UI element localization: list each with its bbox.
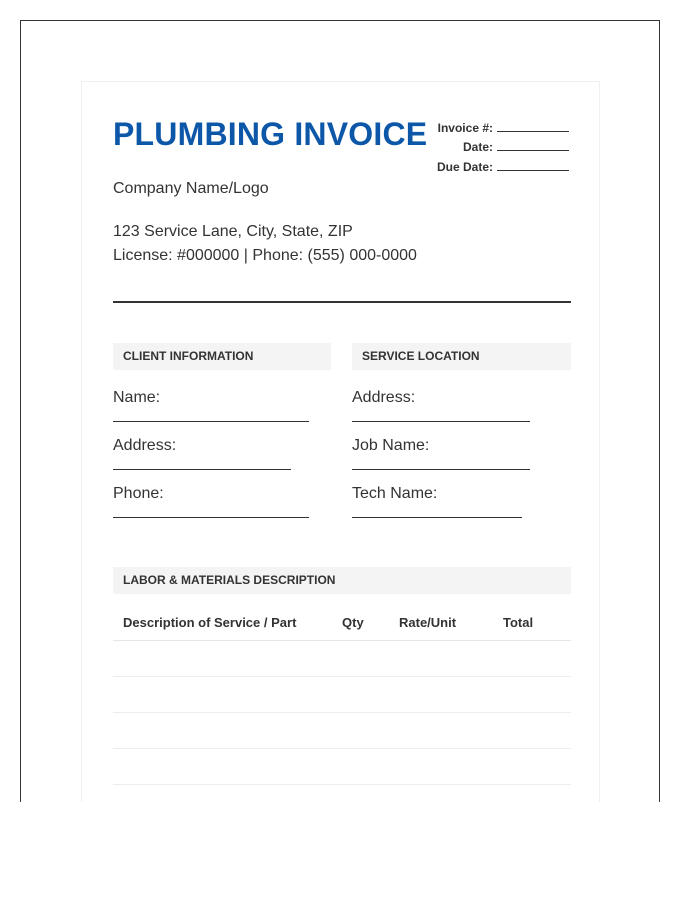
client-phone-input[interactable] xyxy=(113,517,309,518)
client-address-input[interactable] xyxy=(113,469,291,470)
invoice-date-row xyxy=(409,135,569,155)
table-row[interactable] xyxy=(113,785,571,802)
tech-name-label: Tech Name: xyxy=(352,485,438,502)
table-row[interactable] xyxy=(113,641,571,677)
client-address-field xyxy=(113,437,291,470)
service-location-header: SERVICE LOCATION xyxy=(352,343,571,370)
invoice-sheet xyxy=(81,81,600,802)
client-name-label: Name: xyxy=(113,389,161,406)
tech-name-input[interactable] xyxy=(352,517,522,518)
column-header-total: Total xyxy=(503,615,534,630)
client-name-input[interactable] xyxy=(113,421,309,422)
job-name-label: Job Name: xyxy=(352,437,430,454)
column-header-qty: Qty xyxy=(342,615,364,630)
client-address-label: Address: xyxy=(113,437,177,454)
company-address xyxy=(113,220,417,268)
service-address-field xyxy=(352,389,530,422)
column-header-description: Description of Service / Part xyxy=(123,615,297,630)
table-row[interactable] xyxy=(113,713,571,749)
table-header-row xyxy=(113,605,571,641)
invoice-due-date-field[interactable] xyxy=(497,170,569,171)
job-name-field xyxy=(352,437,530,470)
invoice-number-label: Invoice #: xyxy=(437,120,493,135)
client-name-field xyxy=(113,389,309,422)
license-phone-line: License: #000000 | Phone: (555) 000-0000 xyxy=(113,247,417,264)
invoice-due-date-row xyxy=(409,154,569,174)
document-frame xyxy=(20,20,660,802)
invoice-date-field[interactable] xyxy=(497,150,569,151)
service-address-input[interactable] xyxy=(352,421,530,422)
job-name-input[interactable] xyxy=(352,469,530,470)
client-phone-field xyxy=(113,485,309,518)
client-phone-label: Phone: xyxy=(113,485,164,502)
address-line: 123 Service Lane, City, State, ZIP xyxy=(113,223,353,240)
invoice-date-label: Date: xyxy=(462,140,493,154)
service-address-label: Address: xyxy=(352,389,416,406)
column-header-rate: Rate/Unit xyxy=(399,615,457,630)
table-row[interactable] xyxy=(113,677,571,713)
tech-name-field xyxy=(352,485,522,518)
table-row[interactable] xyxy=(113,749,571,785)
invoice-title: PLUMBING INVOICE xyxy=(113,116,428,152)
header-divider xyxy=(113,301,571,303)
invoice-due-date-label: Due Date: xyxy=(436,159,493,174)
invoice-number-field[interactable] xyxy=(497,131,569,132)
labor-materials-table xyxy=(113,605,571,802)
invoice-number-row xyxy=(409,115,569,135)
client-information-header: CLIENT INFORMATION xyxy=(113,343,331,370)
company-name: Company Name/Logo xyxy=(113,180,269,197)
labor-materials-header: LABOR & MATERIALS DESCRIPTION xyxy=(113,567,571,594)
invoice-meta xyxy=(409,115,569,174)
